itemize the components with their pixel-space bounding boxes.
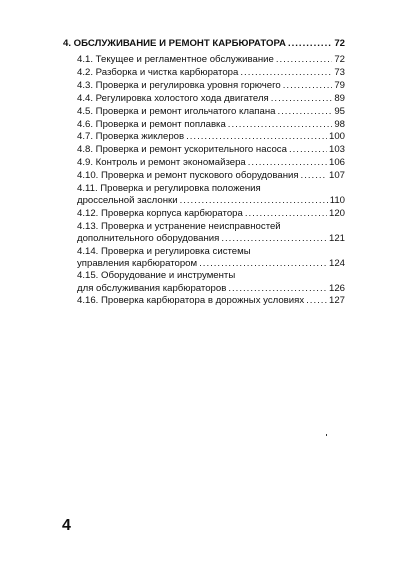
leader-dots	[186, 131, 327, 143]
toc-entry-page: 127	[328, 295, 345, 307]
toc-entry-page: 98	[334, 118, 345, 130]
leader-dots	[221, 233, 327, 245]
toc-entry-title-continued: дроссельной заслонки	[77, 195, 178, 207]
toc-entry	[77, 157, 345, 169]
toc-entry	[77, 170, 345, 182]
leader-dots	[306, 295, 327, 307]
toc-entry-title: 4.8. Проверка и ремонт ускорительного насоса	[77, 144, 287, 156]
toc-entry-title-continued: управления карбюратором	[77, 258, 198, 269]
toc-entry-page: 89	[334, 92, 345, 104]
page-number: 4	[62, 517, 71, 534]
leader-dots	[245, 208, 327, 220]
toc-entry-title: 4.2. Разборка и чистка карбюратора	[77, 66, 239, 78]
toc-entry-title: 4.7. Проверка жиклеров	[77, 131, 185, 143]
toc-entry-title: 4.11. Проверка и регулировка положения	[77, 183, 261, 195]
toc-entry-title: 4.14. Проверка и регулировка системы	[77, 245, 251, 257]
toc-entry-page: 73	[334, 66, 345, 78]
toc-entry-page: 126	[328, 282, 345, 294]
toc-chapter-heading	[63, 38, 345, 49]
toc-entry	[77, 270, 345, 295]
toc-entry-page: 106	[328, 157, 345, 169]
toc-entry-title: 4.16. Проверка карбюратора в дорожных условиях	[77, 295, 305, 307]
leader-dots	[276, 54, 332, 66]
toc-entry-page: 95	[334, 105, 345, 117]
toc-entry-page: 120	[328, 207, 345, 219]
toc-entry	[77, 246, 345, 271]
toc-entry	[77, 208, 345, 220]
toc-entry	[77, 295, 345, 307]
toc-entry-title: 4.3. Проверка и регулировка уровня горючего	[77, 79, 281, 91]
chapter-page: 72	[334, 38, 345, 49]
toc-entry	[77, 67, 345, 79]
toc-entry	[77, 144, 345, 156]
toc-entry	[77, 80, 345, 92]
leader-dots	[288, 38, 332, 49]
leader-dots	[271, 93, 333, 105]
toc-entry-page: 103	[328, 144, 345, 156]
toc-entry-title: 4.1. Текущее и регламентное обслуживание	[77, 54, 274, 65]
toc-entry	[77, 54, 345, 66]
toc-entry-page: 110	[329, 195, 345, 207]
toc-entry-title-continued: для обслуживания карбюраторов	[77, 282, 227, 294]
leader-dots	[248, 157, 327, 169]
toc-entry-title: 4.6. Проверка и ремонт поплавка	[77, 118, 226, 130]
leader-dots	[180, 195, 328, 207]
leader-dots	[228, 119, 333, 131]
leader-dots	[199, 258, 327, 270]
toc-entry	[77, 106, 345, 118]
leader-dots	[301, 170, 327, 182]
toc-entry	[77, 221, 345, 246]
toc-entry-title: 4.13. Проверка и устранение неисправностей	[77, 220, 281, 232]
toc-entry-title: 4.5. Проверка и ремонт игольчатого клапана	[77, 105, 276, 117]
toc-entry-title-continued: дополнительного оборудования	[77, 233, 220, 245]
toc-entry-title: 4.9. Контроль и ремонт экономайзера	[77, 157, 246, 169]
toc-entry-page: 100	[328, 131, 345, 143]
toc-entry	[77, 131, 345, 143]
toc-entry-page: 79	[334, 79, 345, 91]
toc-entry-page: 72	[334, 54, 345, 65]
toc-entry-title: 4.12. Проверка корпуса карбюратора	[77, 207, 243, 219]
toc-entry-page: 124	[328, 258, 345, 269]
toc-entry-title: 4.10. Проверка и ремонт пускового оборудования	[77, 170, 299, 182]
toc-entry-title: 4.4. Регулировка холостого хода двигателя	[77, 92, 269, 104]
leader-dots	[277, 106, 332, 118]
print-speck	[326, 434, 327, 436]
toc-entry-title: 4.15. Оборудование и инструменты	[77, 270, 236, 282]
leader-dots	[228, 283, 327, 295]
toc-entry-page: 121	[328, 233, 345, 245]
table-of-contents	[63, 38, 345, 308]
chapter-title: 4. ОБСЛУЖИВАНИЕ И РЕМОНТ КАРБЮРАТОРА	[63, 38, 286, 49]
toc-entry	[77, 183, 345, 208]
leader-dots	[240, 67, 332, 79]
toc-entry	[77, 119, 345, 131]
toc-entry-page: 107	[328, 170, 345, 182]
leader-dots	[283, 80, 333, 92]
toc-entry	[77, 93, 345, 105]
leader-dots	[289, 144, 327, 156]
